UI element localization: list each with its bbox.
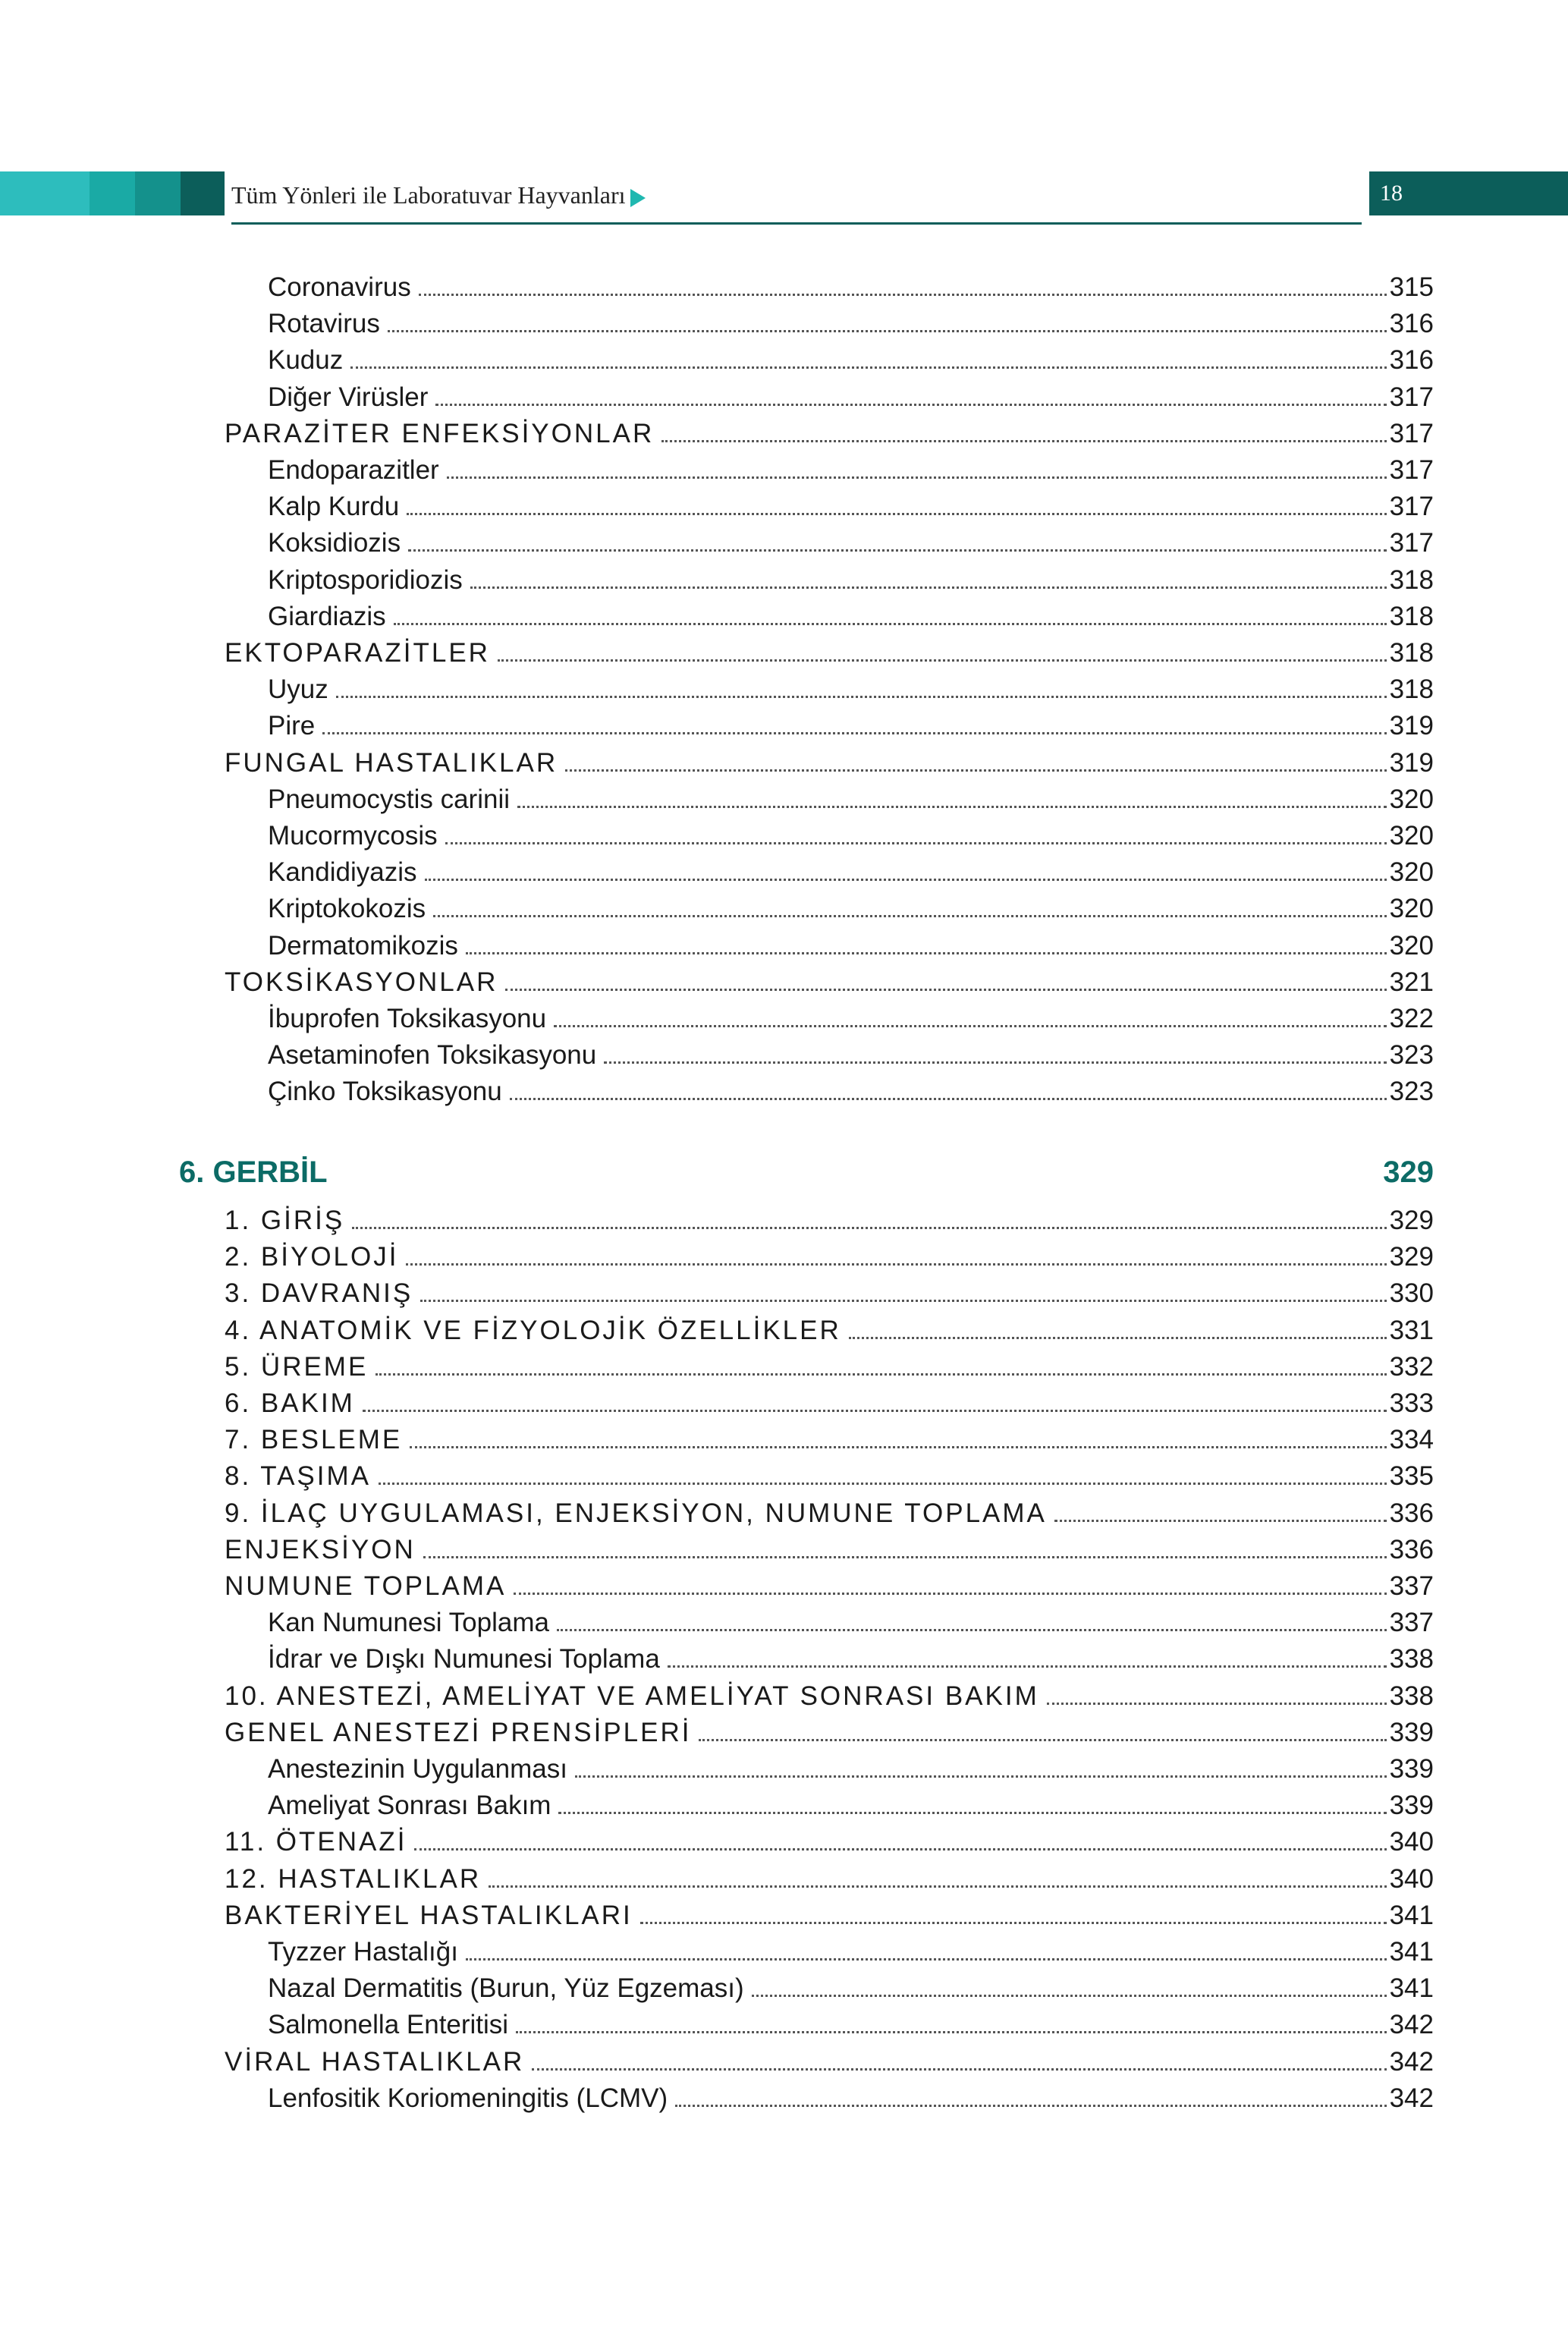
dot-leader [350,366,1386,369]
toc-entry-label: 8. TAŞIMA [225,1461,371,1492]
toc-entry-label: Asetaminofen Toksikasyonu [268,1040,597,1071]
toc-entry-page: 319 [1389,747,1434,778]
toc-entry[interactable] [225,635,1434,671]
dot-leader [425,879,1387,881]
toc-entry-page: 332 [1389,1351,1434,1382]
toc-entry-page: 331 [1389,1315,1434,1345]
toc-entry-page: 336 [1389,1534,1434,1564]
toc-entry-page: 329 [1389,1242,1434,1272]
toc-entry[interactable] [225,416,1434,452]
toc-entry[interactable] [225,964,1434,1001]
header-accent-block-1 [0,171,90,215]
toc-entry[interactable] [225,1203,1434,1239]
dot-leader [489,1885,1387,1888]
dot-leader [352,1227,1386,1229]
header-accent-block-2 [90,171,135,215]
toc-entry-label: GENEL ANESTEZİ PRENSİPLERİ [225,1717,692,1747]
toc-entry-label: Dermatomikozis [268,930,458,961]
toc-entry-label: Çinko Toksikasyonu [268,1077,502,1107]
toc-entry-page: 319 [1389,711,1434,741]
dot-leader [510,1098,1387,1100]
toc-entry-label: Salmonella Enteritisi [268,2010,509,2040]
toc-entry-page: 329 [1389,1206,1434,1235]
dot-leader [661,440,1386,442]
toc-entry[interactable] [268,269,1434,306]
toc-entry-page: 321 [1389,967,1434,997]
toc-entry-page: 320 [1389,784,1434,814]
toc-entry-label: EKTOPARAZİTLER [225,638,490,668]
toc-entry-page: 336 [1389,1498,1434,1528]
toc-entry-page: 316 [1389,309,1434,339]
toc-entry-label: 11. ÖTENAZİ [225,1827,407,1857]
toc-entry-label: 5. ÜREME [225,1351,369,1382]
toc-entry-page: 342 [1389,2046,1434,2077]
toc-entry[interactable] [268,1074,1434,1110]
toc-entry-page: 341 [1389,1937,1434,1967]
toc-entry-page: 341 [1389,1973,1434,2004]
toc-entry[interactable] [225,1458,1434,1495]
toc-entry-label: Uyuz [268,674,328,705]
dot-leader [640,1922,1387,1924]
dot-leader [565,769,1386,772]
toc-entry[interactable] [268,891,1434,927]
toc-entry-label: Rotavirus [268,309,380,339]
dot-leader [414,1848,1386,1850]
toc-entry[interactable] [268,781,1434,818]
toc-entry-label: Lenfositik Koriomeningitis (LCMV) [268,2083,668,2113]
dot-leader [336,696,1387,698]
toc-entry-page: 317 [1389,455,1434,485]
toc-entry[interactable] [225,1678,1434,1715]
toc-entry-page: 342 [1389,2010,1434,2040]
dot-leader [470,586,1387,589]
toc-entry[interactable] [268,2080,1434,2117]
toc-entry-page: 320 [1389,930,1434,961]
toc-entry[interactable] [268,342,1434,379]
dot-leader [394,623,1387,625]
toc-entry-label: İbuprofen Toksikasyonu [268,1004,547,1033]
toc-entry-page: 320 [1389,857,1434,888]
running-header-title [231,176,646,214]
toc-entry-label: İdrar ve Dışkı Numunesi Toplama [268,1644,660,1674]
toc-entry[interactable] [268,525,1434,561]
toc-entry[interactable] [268,671,1434,708]
toc-entry-page: 316 [1389,345,1434,376]
toc-entry[interactable] [225,1824,1434,1860]
toc-entry[interactable] [225,745,1434,781]
toc-entry-page: 337 [1389,1571,1434,1601]
dot-leader [410,1446,1386,1448]
dot-leader [516,2031,1387,2033]
toc-entry[interactable] [268,854,1434,891]
toc-entry-label: Kalp Kurdu [268,492,400,522]
toc-entry[interactable] [268,1001,1434,1037]
header-accent-block-3 [135,171,181,215]
toc-entry[interactable] [225,1532,1434,1568]
toc-entry[interactable] [268,452,1434,489]
toc-entry-page: 339 [1389,1717,1434,1747]
toc-entry[interactable] [225,1239,1434,1275]
toc-entry-page: 318 [1389,601,1434,631]
toc-entry[interactable] [268,306,1434,342]
book-title: Tüm Yönleri ile Laboratuvar Hayvanları [231,181,626,209]
dot-leader [604,1061,1386,1064]
toc-entry-label: Nazal Dermatitis (Burun, Yüz Egzeması) [268,1973,744,2004]
toc-entry[interactable] [225,1385,1434,1422]
toc-entry-page: 323 [1389,1040,1434,1071]
dot-leader [752,1995,1387,1997]
dot-leader [675,2105,1386,2107]
dot-leader [1054,1520,1387,1522]
dot-leader [388,330,1387,332]
toc-entry-label: 4. ANATOMİK VE FİZYOLOJİK ÖZELLİKLER [225,1315,841,1345]
dot-leader [379,1483,1387,1485]
toc-entry[interactable] [225,1898,1434,1934]
toc-entry-label: NUMUNE TOPLAMA [225,1571,507,1601]
toc-entry[interactable] [268,708,1434,744]
toc-entry-page: 339 [1389,1791,1434,1821]
toc-entry-label: Pire [268,711,316,741]
chapter-title: 6. GERBİL [179,1156,328,1189]
dot-leader [363,1410,1387,1412]
toc-entry-label: Kriptokokozis [268,894,426,924]
triangle-right-icon [630,189,646,207]
dot-leader [466,1958,1387,1961]
dot-leader [514,1593,1386,1595]
toc-entry[interactable] [268,562,1434,599]
dot-leader [447,476,1387,479]
toc-entry-label: 3. DAVRANIŞ [225,1278,413,1309]
dot-leader [420,1300,1386,1302]
toc-entry-label: FUNGAL HASTALIKLAR [225,747,558,778]
toc-entry-label: 2. BİYOLOJİ [225,1242,399,1272]
dot-leader [517,806,1387,808]
toc-entry-page: 340 [1389,1827,1434,1857]
dot-leader [419,294,1387,296]
dot-leader [445,842,1387,844]
toc-entry-label: 12. HASTALIKLAR [225,1863,482,1894]
toc-entry-page: 335 [1389,1461,1434,1492]
toc-entry-page: 338 [1389,1644,1434,1674]
toc-entry[interactable] [225,1349,1434,1385]
toc-entry-label: VİRAL HASTALIKLAR [225,2046,525,2077]
toc-entry-label: 1. GİRİŞ [225,1206,345,1235]
dot-leader [1047,1703,1387,1705]
toc-entry-page: 337 [1389,1608,1434,1638]
toc-entry-label: 6. BAKIM [225,1388,355,1418]
toc-entry-page: 323 [1389,1077,1434,1107]
toc-entry-page: 339 [1389,1754,1434,1784]
dot-leader [322,732,1386,734]
toc-entry-label: Ameliyat Sonrası Bakım [268,1791,551,1821]
header-rule [231,222,1362,225]
toc-entry[interactable] [268,379,1434,416]
toc-entry-label: Coronavirus [268,272,411,302]
toc-entry-label: Mucormycosis [268,821,438,851]
toc-entry-page: 318 [1389,638,1434,668]
toc-entry-page: 317 [1389,492,1434,522]
dot-leader [532,2068,1386,2071]
toc-entry-label: TOKSİKASYONLAR [225,967,498,997]
toc-entry-label: Endoparazitler [268,455,439,485]
dot-leader [554,1025,1387,1027]
dot-leader [498,659,1387,662]
dot-leader [435,404,1386,406]
toc-entry-label: Tyzzer Hastalığı [268,1937,458,1967]
dot-leader [557,1629,1387,1631]
toc-entry[interactable] [225,1495,1434,1532]
toc-entry[interactable] [225,1275,1434,1312]
toc-entry[interactable] [268,1641,1434,1678]
toc-entry-page: 320 [1389,821,1434,851]
toc-entry-page: 341 [1389,1900,1434,1930]
toc-entry-page: 317 [1389,528,1434,558]
toc-entry-page: 333 [1389,1388,1434,1418]
toc-entry-label: Pneumocystis carinii [268,784,510,814]
toc-entry[interactable] [268,1751,1434,1788]
toc-entry-page: 315 [1389,272,1434,302]
dot-leader [466,952,1387,954]
toc-entry[interactable] [268,2007,1434,2043]
dot-leader [376,1373,1386,1376]
toc-entry-label: Diğer Virüsler [268,382,429,412]
toc-entry[interactable] [268,818,1434,854]
toc-entry[interactable] [268,489,1434,525]
toc-entry-page: 317 [1389,382,1434,412]
toc-entry[interactable] [225,1715,1434,1751]
toc-entry[interactable] [268,1970,1434,2007]
toc-entry-page: 342 [1389,2083,1434,2113]
toc-entry[interactable] [225,2044,1434,2080]
toc-entry-label: Anestezinin Uygulanması [268,1754,567,1784]
dot-leader [849,1337,1387,1339]
toc-entry[interactable] [268,1605,1434,1641]
chapter-heading[interactable] [179,1156,1434,1195]
toc-entry-page: 330 [1389,1278,1434,1309]
dot-leader [408,549,1387,552]
dot-leader [406,1263,1386,1266]
toc-entry-label: 10. ANESTEZİ, AMELİYAT VE AMELİYAT SONRASI BAKIM [225,1681,1039,1711]
toc-entry[interactable] [268,1788,1434,1824]
toc-entry-label: Kuduz [268,345,344,376]
toc-entry-page: 334 [1389,1425,1434,1455]
toc-entry[interactable] [225,1861,1434,1898]
dot-leader [558,1812,1386,1814]
page-number: 18 [1369,171,1568,215]
toc-entry-label: Koksidiozis [268,528,401,558]
header-accent-block-4 [181,171,225,215]
dot-leader [423,1556,1387,1558]
dot-leader [668,1665,1387,1668]
toc-entry-label: Kan Numunesi Toplama [268,1608,549,1638]
dot-leader [699,1739,1386,1741]
dot-leader [407,513,1386,515]
toc-entry-label: ENJEKSİYON [225,1534,416,1564]
dot-leader [433,915,1386,917]
toc-entry-label: Kandidiyazis [268,857,417,888]
toc-entry[interactable] [268,1037,1434,1074]
toc-entry-page: 318 [1389,674,1434,705]
toc-entry-page: 340 [1389,1863,1434,1894]
toc-entry[interactable] [225,1568,1434,1605]
toc-entry-page: 322 [1389,1004,1434,1033]
toc-entry-label: 7. BESLEME [225,1425,403,1455]
toc-entry[interactable] [268,599,1434,635]
dot-leader [505,989,1386,991]
chapter-page: 329 [1383,1156,1434,1189]
toc-entry-page: 318 [1389,564,1434,595]
toc-entry[interactable] [268,1934,1434,1970]
toc-entry-label: BAKTERİYEL HASTALIKLARI [225,1900,633,1930]
toc-entry[interactable] [225,1422,1434,1458]
toc-entry[interactable] [225,1313,1434,1349]
dot-leader [575,1775,1387,1778]
toc-entry-label: Kriptosporidiozis [268,564,463,595]
toc-entry-page: 317 [1389,418,1434,448]
toc-entry-label: PARAZİTER ENFEKSİYONLAR [225,418,655,448]
toc-entry-page: 320 [1389,894,1434,924]
toc-entry-page: 338 [1389,1681,1434,1711]
toc-entry-label: 9. İLAÇ UYGULAMASI, ENJEKSİYON, NUMUNE TOPLAMA [225,1498,1047,1528]
toc-entry-label: Giardiazis [268,601,386,631]
toc-entry[interactable] [268,928,1434,964]
